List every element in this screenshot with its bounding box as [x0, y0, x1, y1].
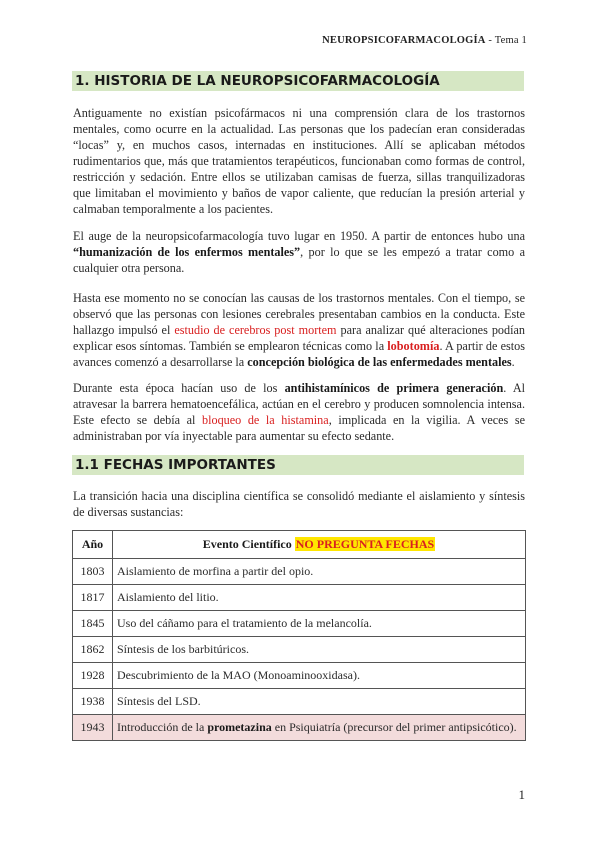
cell-year: 1862	[73, 637, 113, 663]
cell-event	[113, 715, 526, 741]
text-run: . Al atravesar la barrera hematoencefálica, actúan en el cerebro y producen somnolencia intensa. Este efecto se debía al	[73, 381, 526, 427]
text-run: Durante esta época hacían uso de los	[73, 381, 285, 395]
paragraph-antihistaminicos	[73, 380, 525, 444]
text-run: Introducción de la	[117, 720, 208, 734]
table-row-highlighted	[73, 715, 526, 741]
table-row	[73, 663, 526, 689]
bold-run: “humanización de los enfermos mentales”	[73, 245, 301, 259]
cell-event: Descubrimiento de la MAO (Monoaminooxidasa).	[113, 663, 526, 689]
text-run: , implicada en la vigilia. A veces se administraban por vía inyectable para aumentar su efecto sedante.	[73, 413, 526, 443]
cell-event: Aislamiento de morfina a partir del opio.	[113, 559, 526, 585]
cell-event: Uso del cáñamo para el tratamiento de la melancolía.	[113, 611, 526, 637]
column-header-event-label: Evento Científico	[202, 537, 292, 551]
cell-year: 1817	[73, 585, 113, 611]
text-run: en Psiquiatría (precursor del primer antipsicótico).	[271, 720, 517, 734]
highlight-run: bloqueo de la histamina	[202, 413, 329, 427]
text-run: para analizar qué alteraciones podían explicar esos síntomas. También se emplearon técnicas como la	[73, 323, 525, 353]
cell-event: Aislamiento del litio.	[113, 585, 526, 611]
cell-year: 1845	[73, 611, 113, 637]
paragraph-intro: Antiguamente no existían psicofármacos ni una comprensión clara de los trastornos mentales, como ocurre en la actualidad. Las personas que los padecían eran consideradas “locas” y, en muchos casos, internadas en instituciones. Allí se aplicaban métodos rudimentarios que, más que tratamientos terapéuticos, funcionaban como formas de control, restricción y sedación. Entre ellos se utilizaban camisas de fuerza, sillas tranquilizadoras que limitaban el movimiento y baños de vapor caliente, que reducían la presión arterial y calmaban temporalmente a los pacientes.	[73, 106, 525, 216]
section-heading-fechas: 1.1 FECHAS IMPORTANTES	[72, 455, 524, 475]
cell-year: 1803	[73, 559, 113, 585]
page-number: 1	[518, 787, 525, 802]
column-header-year: Año	[73, 531, 113, 559]
table-row	[73, 585, 526, 611]
highlight-run: estudio de cerebros post mortem	[174, 323, 337, 337]
text-run: Hasta ese momento no se conocían las causas de los trastornos mentales. Con el tiempo, se observó que las personas con lesiones cerebrales presentaban cambios en la conducta. Este hallazgo impulsó el	[73, 291, 525, 337]
cell-event: Síntesis de los barbitúricos.	[113, 637, 526, 663]
highlight-note: NO PREGUNTA FECHAS	[295, 537, 435, 551]
running-header	[322, 35, 527, 46]
cell-event: Síntesis del LSD.	[113, 689, 526, 715]
table-row	[73, 611, 526, 637]
events-table	[72, 530, 526, 741]
text-run: .	[511, 355, 515, 369]
table-row	[73, 559, 526, 585]
bold-run: antihistamínicos de primera generación	[284, 381, 504, 395]
header-course: NEUROPSICOFARMACOLOGÍA	[322, 35, 486, 46]
header-topic: - Tema 1	[485, 35, 527, 46]
table-row	[73, 689, 526, 715]
paragraph-auge	[73, 228, 525, 276]
cell-year: 1943	[73, 715, 113, 741]
paragraph-transicion: La transición hacia una disciplina científica se consolidó mediante el aislamiento y síntesis de diversas sustancias:	[73, 489, 525, 519]
text-run: . A partir de estos avances comenzó a desarrollarse la	[73, 339, 525, 369]
column-header-event	[113, 531, 526, 559]
bold-run: prometazina	[207, 720, 272, 734]
text-run: , por lo que se les empezó a tratar como a cualquier otra persona.	[73, 245, 525, 275]
text-run: El auge de la neuropsicofarmacología tuvo lugar en 1950. A partir de entonces hubo una	[73, 229, 525, 243]
bold-run: concepción biológica de las enfermedades mentales	[247, 355, 512, 369]
table-header-row	[73, 531, 526, 559]
table-row	[73, 637, 526, 663]
paragraph-causas	[73, 290, 525, 370]
cell-year: 1938	[73, 689, 113, 715]
cell-year: 1928	[73, 663, 113, 689]
section-heading-historia: 1. HISTORIA DE LA NEUROPSICOFARMACOLOGÍA	[72, 71, 524, 91]
highlight-run: lobotomía	[387, 339, 440, 353]
